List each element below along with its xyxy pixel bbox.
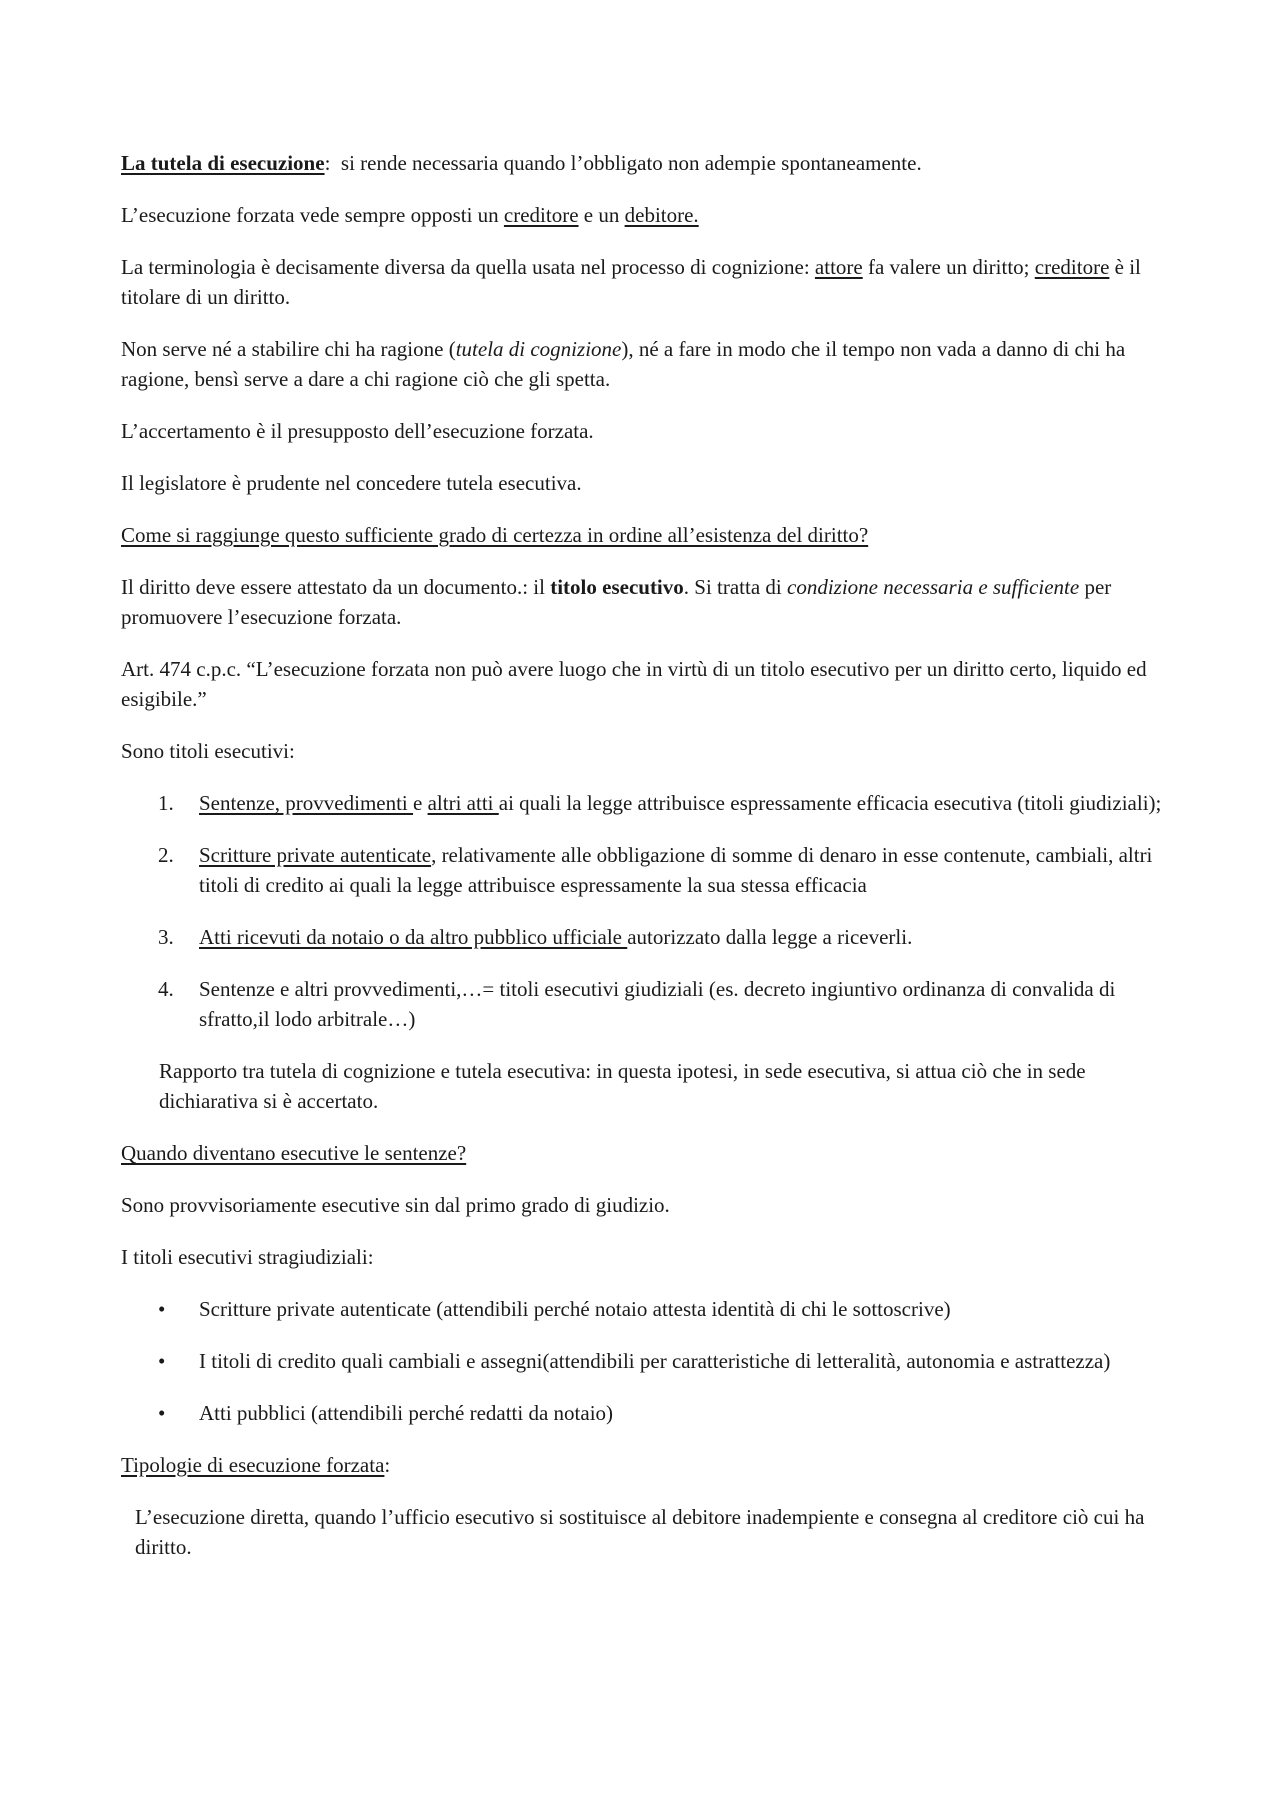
numbered-list (121, 788, 1171, 1034)
paragraph-intro: La tutela di esecuzione: si rende necessaria quando l’obbligato non adempie spontaneamente. (121, 151, 922, 175)
list-item: 3. Atti ricevuti da notaio o da altro pubblico ufficiale autorizzato dalla legge a riceverli. (158, 925, 913, 949)
list-item: 2. Scritture private autenticate, relativamente alle obbligazione di somme di denaro in esse contenute, cambiali, altri titoli di credito ai quali la legge attribuisce espressamente la sua stessa efficacia (158, 843, 1153, 897)
paragraph-parties: L’esecuzione forzata vede sempre opposti un creditore e un debitore. (121, 203, 699, 227)
heading-tipologie: Tipologie di esecuzione forzata: (121, 1453, 391, 1477)
document-page (121, 148, 1171, 1584)
bullet-list (121, 1294, 1171, 1428)
list-item: 4. Sentenze e altri provvedimenti,…= titoli esecutivi giudiziali (es. decreto ingiuntivo ordinanza di convalida di sfratto,il lodo arbitrale…) (158, 977, 1116, 1031)
paragraph-stragiudiziali: I titoli esecutivi stragiudiziali: (121, 1245, 374, 1269)
list-item: • Atti pubblici (attendibili perché redatti da notaio) (158, 1401, 614, 1425)
section-title: La tutela di esecuzione (121, 151, 325, 175)
paragraph-titoli-intro: Sono titoli esecutivi: (121, 739, 295, 763)
term-attore: attore (814, 255, 863, 279)
paragraph-esecuzione-diretta: L’esecuzione diretta, quando l’ufficio esecutivo si sostituisce al debitore inadempiente e consegna al creditore ciò cui ha diritto. (135, 1505, 1145, 1559)
paragraph-provvisorie: Sono provvisoriamente esecutive sin dal primo grado di giudizio. (121, 1193, 670, 1217)
term-creditore: creditore (503, 203, 579, 227)
paragraph-rapporto: Rapporto tra tutela di cognizione e tutela esecutiva: in questa ipotesi, in sede esecutiva, si attua ciò che in sede dichiarativa si è accertato. (159, 1059, 1086, 1113)
list-item: 1. Sentenze, provvedimenti e altri atti ai quali la legge attribuisce espressamente efficacia esecutiva (titoli giudiziali); (158, 791, 1162, 815)
paragraph-art-474: Art. 474 c.p.c. “L’esecuzione forzata non può avere luogo che in virtù di un titolo esecutivo per un diritto certo, liquido ed esigibile.” (121, 657, 1147, 711)
list-item: • Scritture private autenticate (attendibili perché notaio attesta identità di chi le sottoscrive) (158, 1297, 951, 1321)
term-titolo-esecutivo: titolo esecutivo (550, 575, 684, 599)
question-certezza: Come si raggiunge questo sufficiente grado di certezza in ordine all’esistenza del diritto? (121, 523, 869, 547)
paragraph-accertamento: L’accertamento è il presupposto dell’esecuzione forzata. (121, 419, 594, 443)
paragraph-purpose: Non serve né a stabilire chi ha ragione (tutela di cognizione), né a fare in modo che il tempo non vada a danno di chi ha ragione, bensì serve a dare a chi ragione ciò che gli spetta. (121, 337, 1126, 391)
term-condizione: condizione necessaria e sufficiente (787, 575, 1080, 599)
term-creditore-2: creditore (1034, 255, 1110, 279)
paragraph-legislatore: Il legislatore è prudente nel concedere tutela esecutiva. (121, 471, 582, 495)
list-item: • I titoli di credito quali cambiali e assegni(attendibili per caratteristiche di letteralità, autonomia e astrattezza) (158, 1349, 1111, 1373)
term-tutela-cognizione: tutela di cognizione (455, 337, 622, 361)
paragraph-terminology: La terminologia è decisamente diversa da quella usata nel processo di cognizione: attore fa valere un diritto; creditore è il titolare di un diritto. (121, 255, 1141, 309)
paragraph-titolo: Il diritto deve essere attestato da un documento.: il titolo esecutivo. Si tratta di condizione necessaria e sufficiente per promuovere l’esecuzione forzata. (121, 575, 1112, 629)
term-debitore: debitore. (624, 203, 699, 227)
question-sentenze: Quando diventano esecutive le sentenze? (121, 1141, 467, 1165)
